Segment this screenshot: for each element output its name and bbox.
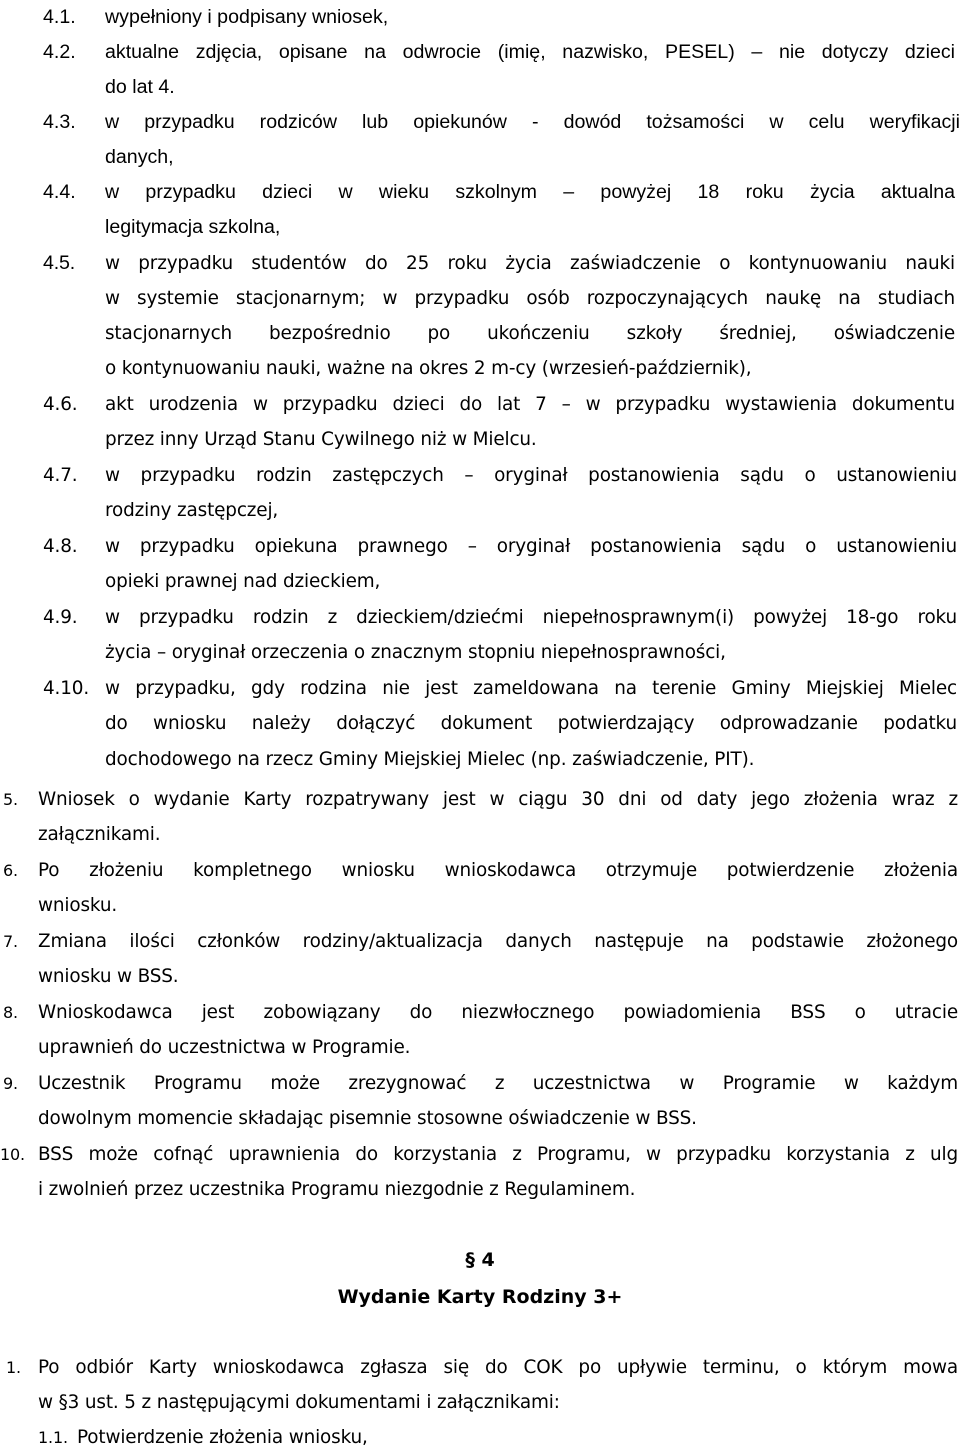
- item-text: Zmiana ilości członków rodziny/aktualizacja danych następuje na podstawie złożonego: [38, 931, 958, 952]
- item-text: wniosku.: [38, 895, 118, 916]
- item-text: w przypadku rodzin z dzieckiem/dziećmi niepełnosprawnym(i) powyżej 18-go roku: [105, 607, 957, 628]
- item-text: uprawnień do uczestnictwa w Programie.: [38, 1037, 411, 1058]
- item-text: Po złożeniu kompletnego wniosku wnioskodawca otrzymuje potwierdzenie złożenia: [38, 860, 958, 881]
- item-number: 4.3.: [43, 111, 76, 133]
- item-number: 1.1.: [38, 1428, 68, 1447]
- item-number: 4.7.: [43, 465, 78, 486]
- item-text: w przypadku dzieci w wieku szkolnym – powyżej 18 roku życia aktualna: [105, 181, 955, 203]
- item-text: Po odbiór Karty wnioskodawca zgłasza się do COK po upływie terminu, o którym mowa: [38, 1357, 958, 1378]
- item-text: Potwierdzenie złożenia wniosku,: [77, 1427, 368, 1448]
- item-number: 7.: [3, 932, 18, 951]
- item-number: 4.5.: [43, 252, 76, 274]
- item-number: 4.1.: [43, 6, 76, 28]
- item-text: w przypadku, gdy rodzina nie jest zameldowana na terenie Gminy Miejskiej Mielec: [105, 678, 957, 699]
- item-text: danych,: [105, 146, 174, 168]
- item-text: do lat 4.: [105, 76, 175, 98]
- item-text: dowolnym momencie składając pisemnie stosowne oświadczenie w BSS.: [38, 1108, 697, 1129]
- item-number: 4.8.: [43, 536, 78, 557]
- item-text: rodziny zastępczej,: [105, 500, 279, 521]
- item-number: 1.: [6, 1358, 21, 1377]
- item-text: akt urodzenia w przypadku dzieci do lat 7 – w przypadku wystawienia dokumentu: [105, 394, 955, 415]
- item-text: opieki prawnej nad dzieckiem,: [105, 571, 381, 592]
- item-text: legitymacja szkolna,: [105, 216, 281, 238]
- item-text: w przypadku rodzin zastępczych – oryginał postanowienia sądu o ustanowieniu: [105, 465, 957, 486]
- item-text: do wniosku należy dołączyć dokument potwierdzający odprowadzanie podatku: [105, 713, 957, 734]
- item-number: 4.2.: [43, 41, 76, 63]
- item-number: 6.: [3, 861, 18, 880]
- item-number: 4.4.: [43, 181, 76, 203]
- item-number: 5.: [3, 790, 18, 809]
- item-text: BSS może cofnąć uprawnienia do korzystania z Programu, w przypadku korzystania z ulg: [38, 1144, 958, 1165]
- item-text: Uczestnik Programu może zrezygnować z uczestnictwa w Programie w każdym: [38, 1073, 958, 1094]
- item-number: 4.9.: [43, 607, 78, 628]
- item-text: Wniosek o wydanie Karty rozpatrywany jest w ciągu 30 dni od daty jego złożenia wraz z: [38, 789, 958, 810]
- item-text: stacjonarnych bezpośrednio po ukończeniu szkoły średniej, oświadczenie: [105, 323, 955, 344]
- item-text: życia – oryginał orzeczenia o znacznym stopniu niepełnosprawności,: [105, 642, 726, 663]
- item-text: przez inny Urząd Stanu Cywilnego niż w Mielcu.: [105, 429, 537, 450]
- section-symbol: § 4: [465, 1249, 495, 1271]
- item-number: 4.6.: [43, 394, 78, 415]
- item-text: w przypadku opiekuna prawnego – oryginał postanowienia sądu o ustanowieniu: [105, 536, 957, 557]
- section-title: Wydanie Karty Rodziny 3+: [337, 1286, 623, 1308]
- item-text: w przypadku rodziców lub opiekunów - dowód tożsamości w celu weryfikacji: [105, 111, 960, 133]
- item-text: Wnioskodawca jest zobowiązany do niezwłocznego powiadomienia BSS o utracie: [38, 1002, 958, 1023]
- item-text: w §3 ust. 5 z następującymi dokumentami i załącznikami:: [38, 1392, 560, 1413]
- item-number: 9.: [3, 1074, 18, 1093]
- item-text: w przypadku studentów do 25 roku życia zaświadczenie o kontynuowaniu nauki: [105, 253, 955, 274]
- item-text: wypełniony i podpisany wniosek,: [105, 6, 389, 28]
- item-number: 10.: [0, 1145, 25, 1164]
- item-text: o kontynuowaniu nauki, ważne na okres 2 m-cy (wrzesień-październik),: [105, 358, 752, 379]
- item-text: w systemie stacjonarnym; w przypadku osób rozpoczynających naukę na studiach: [105, 288, 955, 309]
- item-number: 4.10.: [43, 678, 90, 699]
- item-text: aktualne zdjęcia, opisane na odwrocie (imię, nazwisko, PESEL) – nie dotyczy dzieci: [105, 41, 955, 63]
- item-number: 8.: [3, 1003, 18, 1022]
- item-text: wniosku w BSS.: [38, 966, 179, 987]
- item-text: załącznikami.: [38, 824, 161, 845]
- item-text: i zwolnień przez uczestnika Programu niezgodnie z Regulaminem.: [38, 1179, 636, 1200]
- item-text: dochodowego na rzecz Gminy Miejskiej Mielec (np. zaświadczenie, PIT).: [105, 749, 755, 770]
